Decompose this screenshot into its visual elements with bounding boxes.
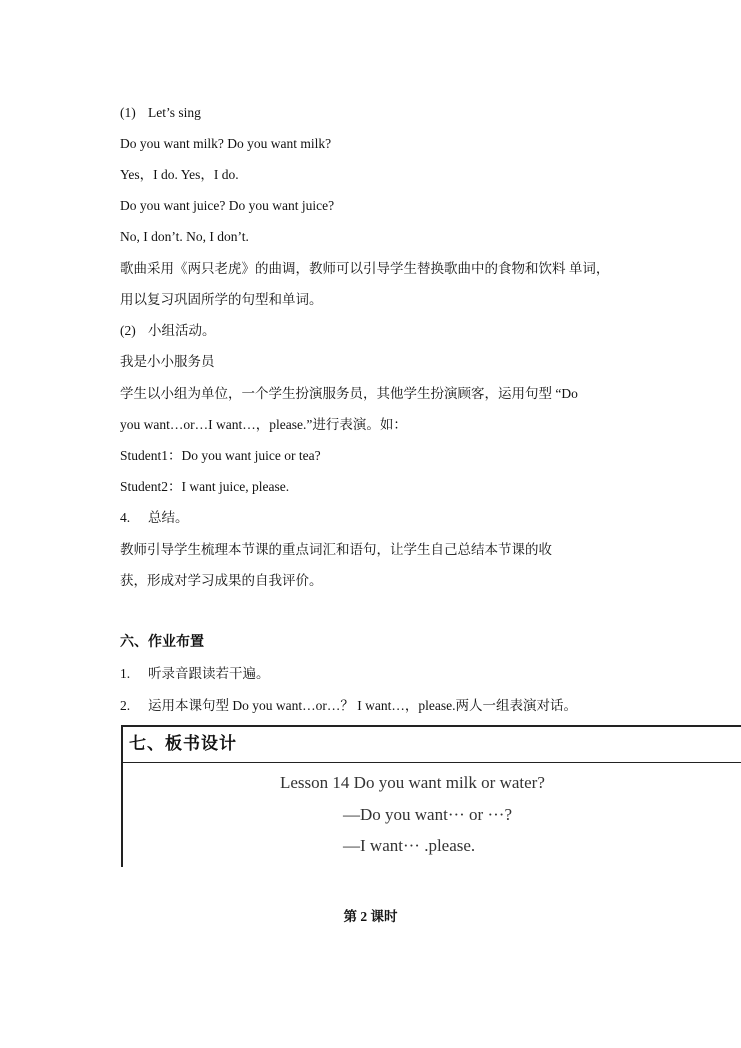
song-line: Do you want juice? Do you want juice?: [120, 198, 335, 213]
board-question-line: —Do you want··· or ···?: [343, 805, 512, 824]
homework-item: [120, 665, 270, 683]
group-title: 我是小小服务员: [120, 354, 215, 369]
song-note-continued: 用以复习巩固所学的句型和单词。: [120, 292, 323, 307]
sing-label-number: (1): [120, 105, 136, 120]
summary-label: [120, 509, 189, 527]
group-label-number: (2): [120, 323, 136, 338]
board-answer-line: —I want··· .please.: [343, 836, 476, 855]
homework-item-text: 运用本课句型 Do you want…or…？ I want…，please.两人一组表演对话。: [148, 698, 577, 713]
group-description-continued: you want…or…I want…，please.”进行表演。如：: [120, 417, 407, 432]
group-label-text: 小组活动。: [148, 323, 216, 338]
song-line: Do you want milk? Do you want milk?: [120, 136, 332, 151]
homework-item-number: 2.: [120, 698, 131, 713]
board-title: 七、板书设计: [123, 727, 741, 763]
summary-label-text: 总结。: [148, 510, 189, 525]
group-description: 学生以小组为单位，一个学生扮演服务员，其他学生扮演顾客，运用句型 “Do: [120, 386, 578, 401]
dialogue-line: Student1：Do you want juice or tea?: [120, 448, 321, 463]
sing-label-text: Let’s sing: [148, 105, 201, 120]
board-lesson-line: Lesson 14 Do you want milk or water?: [280, 773, 545, 792]
homework-heading: 六、作业布置: [120, 635, 204, 650]
song-line: No, I don’t. No, I don’t.: [120, 229, 249, 244]
group-label: [120, 322, 216, 340]
summary-text-continued: 获，形成对学习成果的自我评价。: [120, 573, 323, 588]
dialogue-line: Student2：I want juice, please.: [120, 479, 290, 494]
homework-item-text: 听录音跟读若干遍。: [148, 666, 270, 681]
blackboard-design-box: [121, 725, 741, 867]
song-note: 歌曲采用《两只老虎》的曲调，教师可以引导学生替换歌曲中的食物和饮料 单词，: [120, 261, 610, 276]
song-line: Yes，I do. Yes，I do.: [120, 167, 239, 182]
homework-item-number: 1.: [120, 666, 131, 681]
summary-number: 4.: [120, 510, 131, 525]
lesson-period-title: 第 2 课时: [343, 909, 398, 924]
summary-text: 教师引导学生梳理本节课的重点词汇和语句，让学生自己总结本节课的收: [120, 542, 552, 557]
homework-item: [120, 697, 577, 715]
sing-label: [120, 104, 201, 122]
